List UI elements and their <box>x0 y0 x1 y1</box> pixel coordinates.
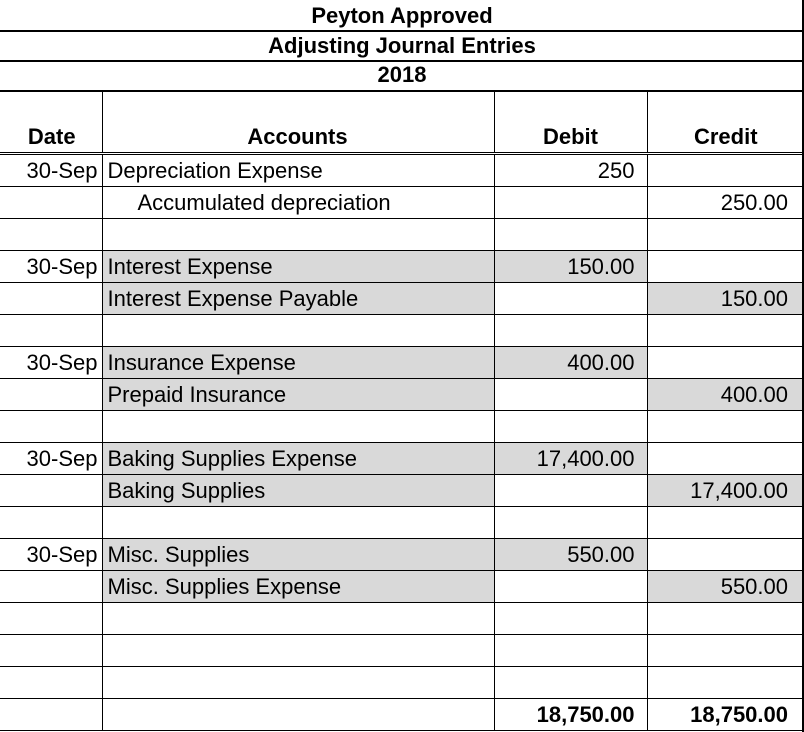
entry-date <box>0 571 102 603</box>
credit-amount <box>647 411 804 443</box>
debit-amount: 250 <box>494 154 647 187</box>
credit-amount: 17,400.00 <box>647 475 804 507</box>
entry-date: 30-Sep <box>0 443 102 475</box>
journal-table <box>0 92 804 731</box>
journal-row <box>0 379 804 411</box>
journal-row <box>0 443 804 475</box>
journal-row <box>0 347 804 379</box>
account-name: Accumulated depreciation <box>102 187 494 219</box>
column-header-date: Date <box>0 92 102 154</box>
debit-amount <box>494 635 647 667</box>
debit-amount: 17,400.00 <box>494 443 647 475</box>
account-name <box>102 667 494 699</box>
credit-amount <box>647 347 804 379</box>
entry-date <box>0 219 102 251</box>
entry-date: 30-Sep <box>0 251 102 283</box>
journal-row <box>0 571 804 603</box>
totals-row <box>0 699 804 731</box>
credit-amount: 150.00 <box>647 283 804 315</box>
credit-amount <box>647 251 804 283</box>
debit-amount <box>494 507 647 539</box>
journal-row <box>0 187 804 219</box>
account-name: Depreciation Expense <box>102 154 494 187</box>
debit-amount <box>494 667 647 699</box>
report-year: 2018 <box>377 62 427 87</box>
debit-amount: 550.00 <box>494 539 647 571</box>
debit-amount: 400.00 <box>494 347 647 379</box>
credit-amount <box>647 635 804 667</box>
debit-amount <box>494 411 647 443</box>
journal-row <box>0 667 804 699</box>
debit-amount <box>494 283 647 315</box>
account-name <box>102 219 494 251</box>
column-header-row <box>0 92 804 154</box>
debit-amount <box>494 475 647 507</box>
credit-amount <box>647 507 804 539</box>
account-name: Baking Supplies Expense <box>102 443 494 475</box>
entry-date <box>0 379 102 411</box>
entry-date: 30-Sep <box>0 347 102 379</box>
credit-amount <box>647 219 804 251</box>
credit-amount <box>647 443 804 475</box>
account-name: Interest Expense <box>102 251 494 283</box>
entry-date <box>0 283 102 315</box>
journal-row <box>0 315 804 347</box>
total-credit: 18,750.00 <box>647 699 804 731</box>
account-name: Misc. Supplies <box>102 539 494 571</box>
entry-date: 30-Sep <box>0 154 102 187</box>
account-name <box>102 507 494 539</box>
credit-amount <box>647 603 804 635</box>
credit-amount: 550.00 <box>647 571 804 603</box>
journal-body <box>0 92 804 731</box>
column-header-debit: Debit <box>494 92 647 154</box>
account-name: Prepaid Insurance <box>102 379 494 411</box>
debit-amount <box>494 219 647 251</box>
journal-row <box>0 475 804 507</box>
journal-row <box>0 603 804 635</box>
debit-amount <box>494 315 647 347</box>
debit-amount <box>494 571 647 603</box>
account-name <box>102 603 494 635</box>
entry-date <box>0 411 102 443</box>
credit-amount <box>647 667 804 699</box>
entry-date <box>0 187 102 219</box>
debit-amount <box>494 379 647 411</box>
journal-row <box>0 283 804 315</box>
account-name: Interest Expense Payable <box>102 283 494 315</box>
debit-amount <box>494 603 647 635</box>
journal-row <box>0 539 804 571</box>
account-name: Baking Supplies <box>102 475 494 507</box>
credit-amount <box>647 539 804 571</box>
entry-date <box>0 475 102 507</box>
entry-date <box>0 315 102 347</box>
entry-date <box>0 603 102 635</box>
account-name: Insurance Expense <box>102 347 494 379</box>
journal-row <box>0 219 804 251</box>
column-header-credit: Credit <box>647 92 804 154</box>
journal-row <box>0 154 804 187</box>
entry-date <box>0 635 102 667</box>
account-name <box>102 635 494 667</box>
total-debit: 18,750.00 <box>494 699 647 731</box>
journal-row <box>0 635 804 667</box>
entry-date <box>0 667 102 699</box>
credit-amount <box>647 154 804 187</box>
journal-row <box>0 251 804 283</box>
column-header-accounts: Accounts <box>102 92 494 154</box>
journal-row <box>0 411 804 443</box>
credit-amount <box>647 315 804 347</box>
account-name: Misc. Supplies Expense <box>102 571 494 603</box>
company-name: Peyton Approved <box>311 3 493 28</box>
account-name <box>102 411 494 443</box>
report-title: Adjusting Journal Entries <box>268 33 536 58</box>
totals-date-cell <box>0 699 102 731</box>
credit-amount: 400.00 <box>647 379 804 411</box>
entry-date <box>0 507 102 539</box>
credit-amount: 250.00 <box>647 187 804 219</box>
journal-row <box>0 507 804 539</box>
entry-date: 30-Sep <box>0 539 102 571</box>
account-name <box>102 315 494 347</box>
debit-amount <box>494 187 647 219</box>
totals-account-cell <box>102 699 494 731</box>
debit-amount: 150.00 <box>494 251 647 283</box>
